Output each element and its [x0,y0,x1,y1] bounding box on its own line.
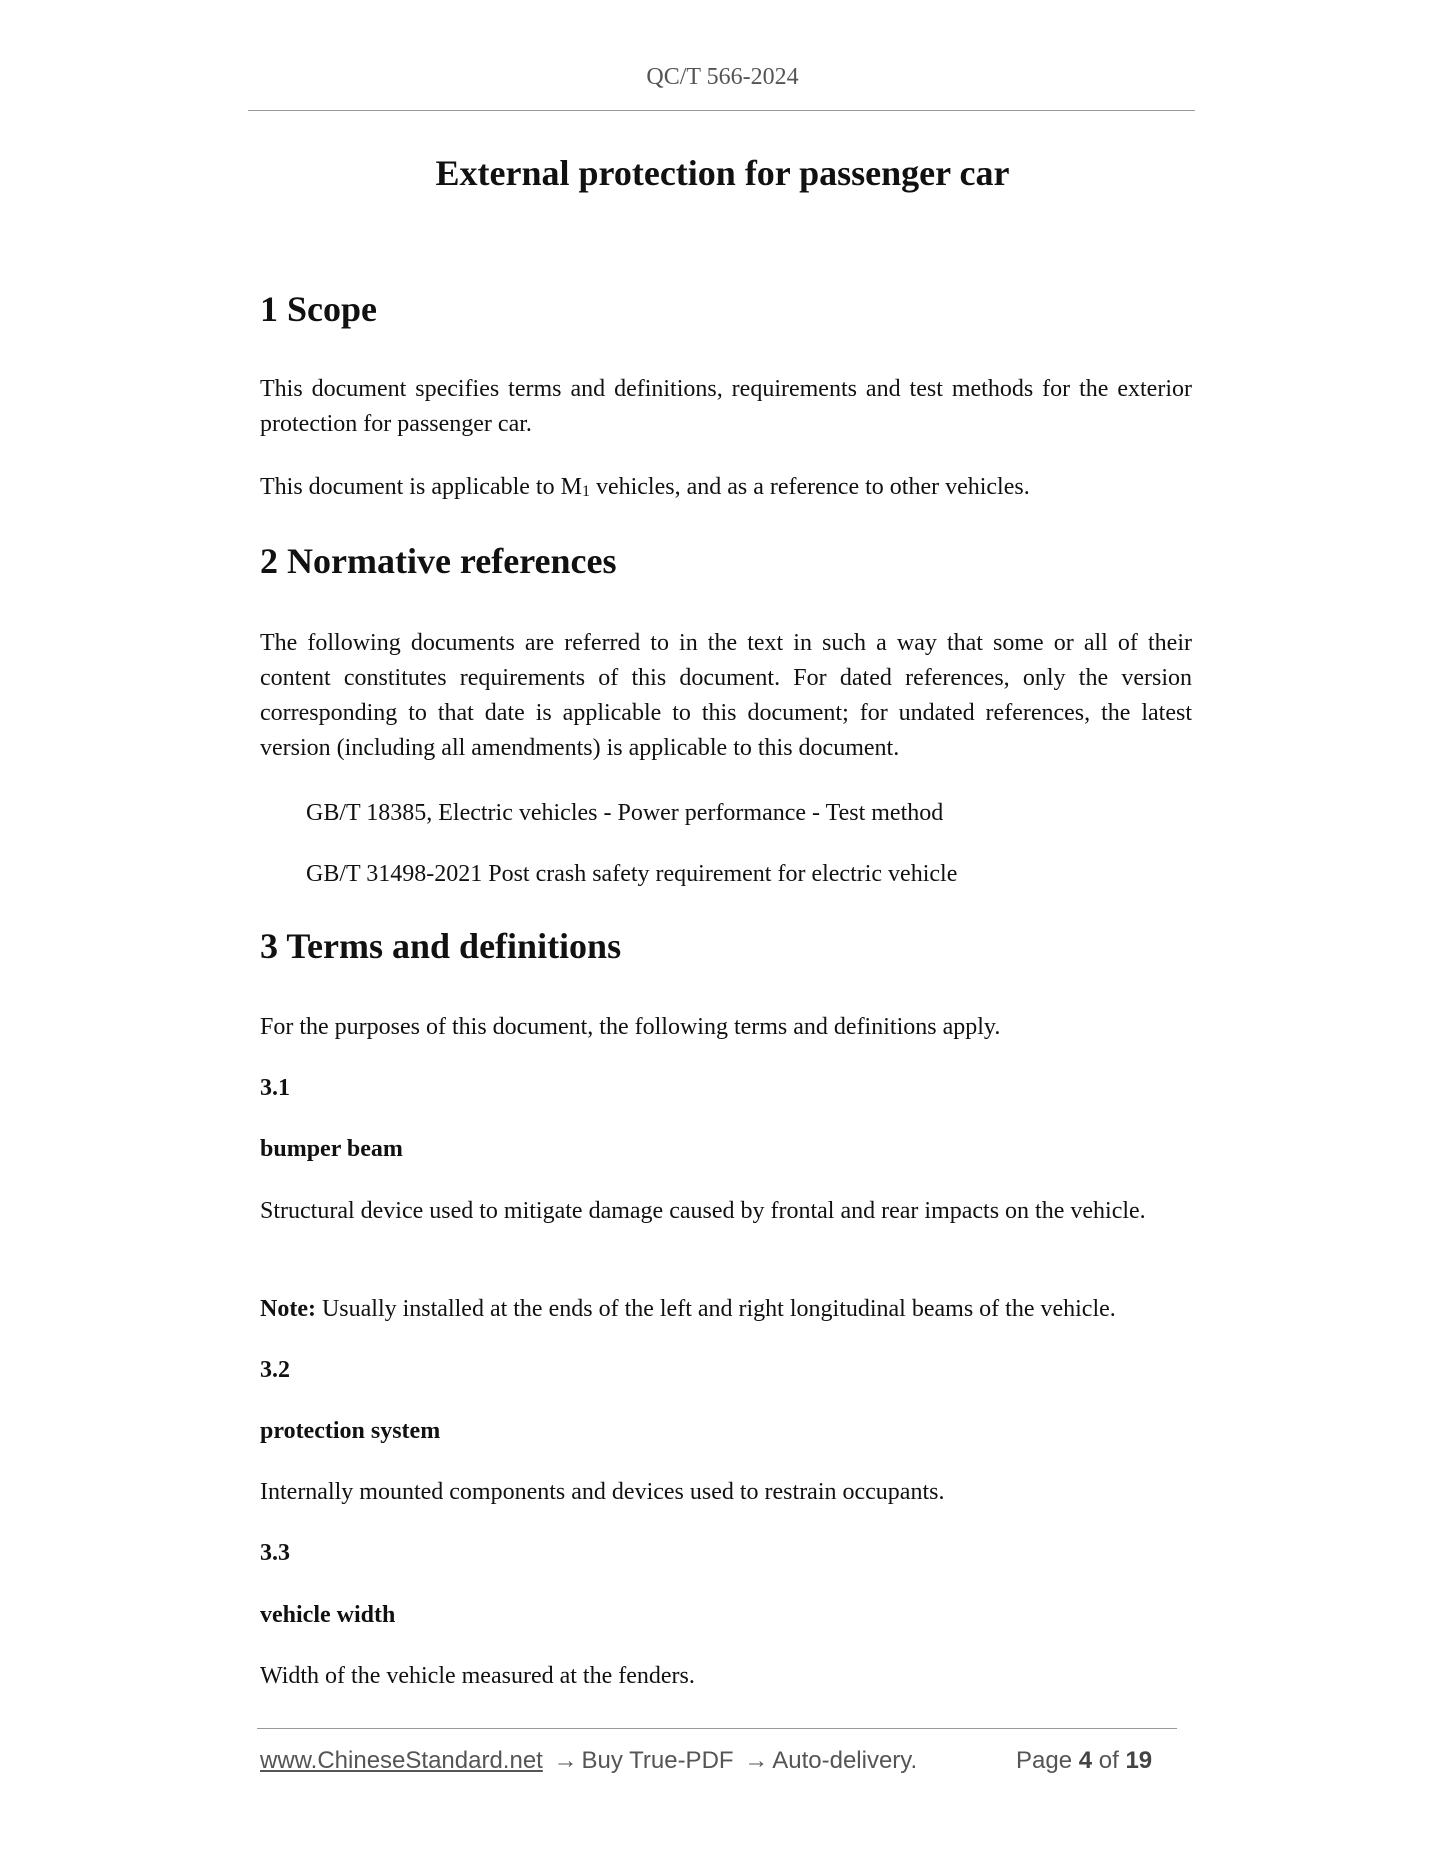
scope-p2-text-after: vehicles, and as a reference to other vehicles. [589,474,1030,500]
normative-paragraph: The following documents are referred to in the text in such a way that some or all of their content constitutes requirements of this document. For dated references, only the version corresponding to that date is applicable to this document; for undated references, the latest version (including all amendments) is applicable to this document. [260,630,1192,761]
reference-item: GB/T 18385, Electric vehicles - Power performance - Test method [306,800,944,826]
scope-paragraph-1: This document specifies terms and definitions, requirements and test methods for the exterior protection for passenger car. [260,376,1192,437]
term-definition: Structural device used to mitigate damage caused by frontal and rear impacts on the vehicle. [260,1198,1146,1224]
document-title: External protection for passenger car [435,153,1010,193]
term-name: protection system [260,1418,441,1444]
term-definition: Width of the vehicle measured at the fenders. [260,1663,695,1689]
buy-true-pdf-text: Buy True-PDF [581,1747,734,1774]
section-heading-normative-references: 2 Normative references [260,541,617,581]
footer-divider [257,1728,1177,1729]
scope-p2-text-before: This document is applicable to M [260,474,582,500]
of-label: of [1098,1747,1119,1774]
term-note [260,1292,1192,1327]
scope-paragraph-2 [260,470,1192,509]
section-heading-scope: 1 Scope [260,289,377,329]
site-link[interactable]: www.ChineseStandard.net [260,1747,543,1774]
auto-delivery-text: Auto-delivery. [772,1747,918,1774]
term-number: 3.2 [260,1357,290,1383]
total-page-count: 19 [1125,1747,1153,1774]
note-text: Usually installed at the ends of the left and right longitudinal beams of the vehicle. [315,1296,1116,1322]
footer-promo [260,1745,917,1777]
terms-intro: For the purposes of this document, the following terms and definitions apply. [260,1014,1001,1040]
header-document-code: QC/T 566-2024 [646,64,799,90]
arrow-right-icon: → [553,1747,578,1774]
reference-item: GB/T 31498-2021 Post crash safety requirement for electric vehicle [306,861,958,887]
note-label: Note: [260,1296,316,1322]
term-name: bumper beam [260,1136,403,1162]
term-number: 3.3 [260,1540,290,1566]
page-label: Page [1016,1747,1073,1774]
term-definition: Internally mounted components and devices used to restrain occupants. [260,1479,945,1505]
header-divider [248,110,1195,111]
term-name: vehicle width [260,1602,396,1628]
term-number: 3.1 [260,1075,290,1101]
arrow-right-icon: → [744,1747,769,1774]
section-heading-terms-definitions: 3 Terms and definitions [260,926,622,966]
current-page-number: 4 [1078,1747,1093,1774]
page-indicator [1016,1745,1152,1777]
scope-p2-subscript: 1 [581,483,590,500]
